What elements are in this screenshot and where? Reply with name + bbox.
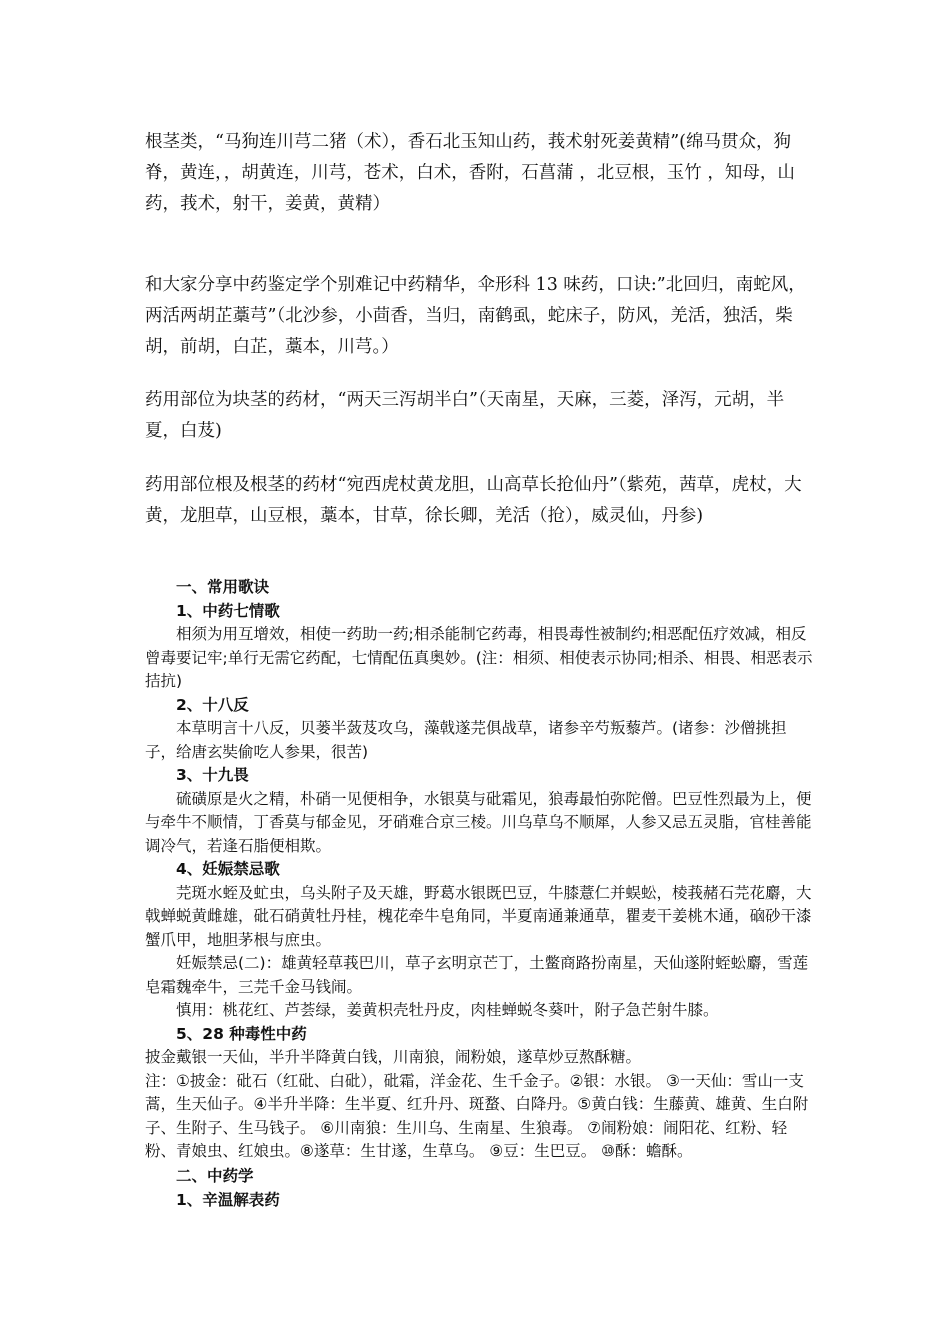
intro-paragraph-root-rhizome: 药用部位根及根茎的药材“宛西虎杖黄龙胆，山高草长抢仙丹”（紫苑，茜草，虎杖，大黄，龙胆草，山豆根，藁本，甘草，徐长卿，羌活（抢），威灵仙，丹参) xyxy=(145,475,802,526)
subsection-body: 妊娠禁忌(二)：雄黄轻草莪巴川，草子玄明京芒丁，土鳖商路扮南星，天仙遂附蛭蚣麝，雪莲皂霜魏牵牛，三芫千金马钱闹。 xyxy=(145,954,809,996)
subsection-body: 披金戴银一天仙，半升半降黄白钱，川南狼，闹粉娘，遂草炒豆熬酥糖。 xyxy=(145,1048,642,1066)
intro-paragraph-rhizome: 根茎类，“马狗连川芎二猪（术），香石北玉知山药，莪术射死姜黄精”(绵马贯众，狗脊，黄连，，胡黄连，川芎，苍术，白术，香附，石菖蒲 ，北豆根，玉竹 ，知母，山药，莪术，射干，姜黄，黄精） xyxy=(145,132,795,214)
subsection-heading: 2、十八反 xyxy=(176,695,249,714)
subsection-heading: 5、28 种毒性中药 xyxy=(176,1024,307,1043)
pharmacology-section xyxy=(145,1165,813,1212)
subsection-body: 本草明言十八反，贝蒌半蔹芨攻乌，藻戟遂芫俱战草，诸参辛芍叛藜芦。(诸参：沙僧挑担子，给唐玄奘偷吃人参果，很苦) xyxy=(145,719,787,761)
subsection-body: 芫斑水蛭及虻虫，乌头附子及天雄，野葛水银既巴豆，牛膝薏仁并蜈蚣，棱莪赭石芫花麝，大戟蝉蜕黄雌雄，砒石硝黄牡丹桂，槐花牵牛皂角同，半夏南通兼通草，瞿麦干姜桃木通，硇砂干漆蟹爪甲，地胆茅根与庶虫。 xyxy=(145,883,812,949)
subsection-body: 硫磺原是火之精，朴硝一见便相争，水银莫与砒霜见，狼毒最怕弥陀僧。巴豆性烈最为上，便与牵牛不顺情，丁香莫与郁金见，牙硝难合京三棱。川乌草乌不顺犀，人参又忌五灵脂，官桂善能调冷气，若逢石脂便相欺。 xyxy=(145,789,812,855)
section-heading: 一、常用歌诀 xyxy=(176,578,270,596)
subsection-note: 注：①披金：砒石（红砒、白砒），砒霜，洋金花、生千金子。②银：水银。 ③一天仙：雪山一支蒿，生天仙子。④半升半降：生半夏、红升丹、斑蝥、白降丹。⑤黄白钱：生藤黄、雄黄、生白附子、生附子、生马钱子。 ⑥川南狼：生川乌、生南星、生狼毒。 ⑦闹粉娘：闹阳花、红粉、轻粉、青娘虫、红娘虫。⑧遂草：生甘遂，生草乌。 ⑨豆：生巴豆。 ⑩酥：蟾酥。 xyxy=(145,1071,809,1160)
subsection-body: 相须为用互增效，相使一药助一药;相杀能制它药毒，相畏毒性被制约;相恶配伍疗效减，相反曾毒要记牢;单行无需它药配，七情配伍真奥妙。(注：相须、相使表示协同;相杀、相畏、相恶表示拮抗) xyxy=(145,625,813,690)
subsection-heading: 1、中药七情歌 xyxy=(176,601,280,620)
subsection-heading: 3、十九畏 xyxy=(176,766,249,784)
subsection-heading: 1、辛温解表药 xyxy=(176,1190,280,1209)
common-verses-section xyxy=(145,576,813,1164)
subsection-body: 慎用：桃花红、芦荟绿，姜黄枳壳牡丹皮，肉桂蝉蜕冬葵叶，附子急芒射牛膝。 xyxy=(176,1001,719,1019)
subsection-heading: 4、妊娠禁忌歌 xyxy=(176,860,280,878)
intro-paragraph-tuber: 药用部位为块茎的药材，“两天三泻胡半白”（天南星，天麻，三菱，泽泻，元胡，半夏，白芨) xyxy=(145,390,785,441)
intro-paragraph-umbelliferae: 和大家分享中药鉴定学个别难记中药精华，伞形科 13 味药，口诀:”北回归，南蛇风，两活两胡芷藁芎”（北沙参，小茴香，当归，南鹤虱，蛇床子，防风，羌活，独活，柴胡，前胡，白芷，藁本，川芎。） xyxy=(145,275,806,357)
section-heading: 二、中药学 xyxy=(176,1167,254,1185)
